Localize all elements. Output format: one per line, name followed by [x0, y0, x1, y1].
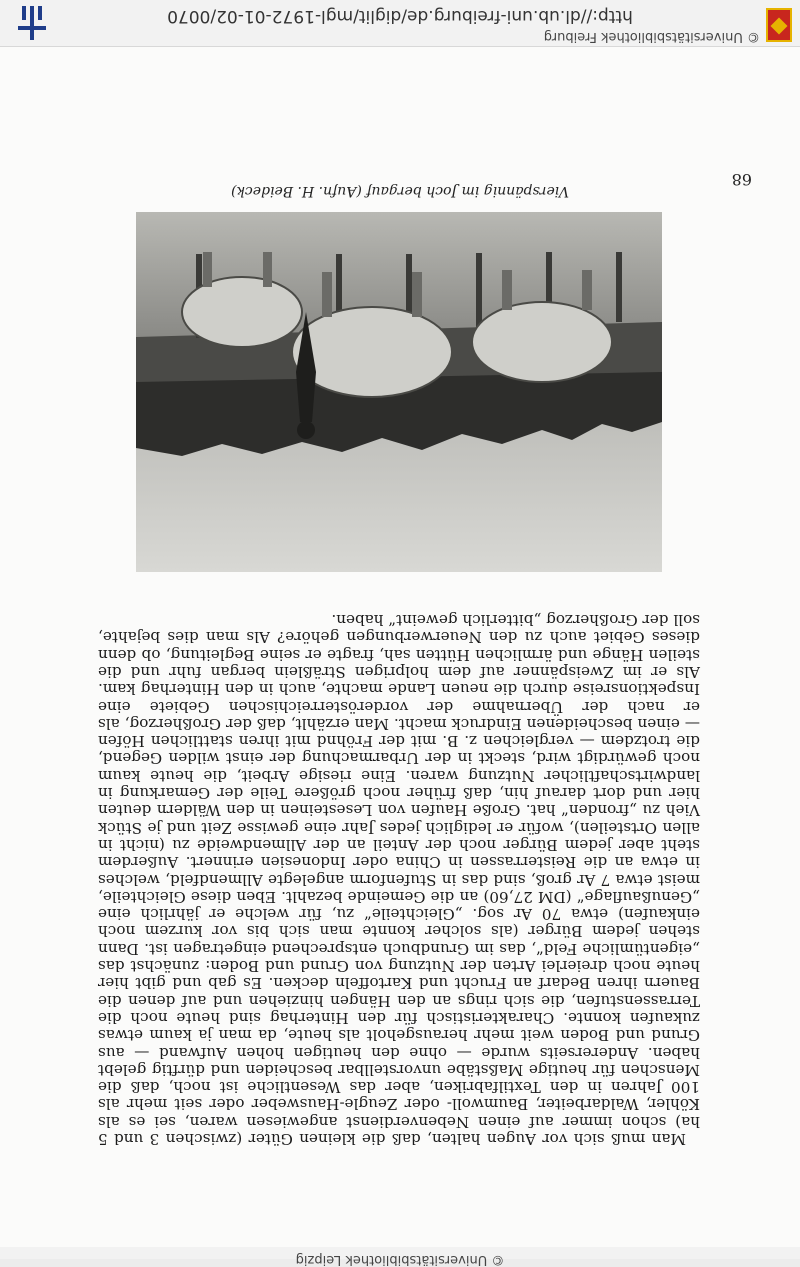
- document-page: [0, 47, 800, 1247]
- paragraph: Man muß sich vor Augen halten, daß die kleinen Güter (zwischen 3 und 5 ha) schon immer auf einen Nebenverdienst angewiesen waren, sei es als Köhler, Waldarbeiter, Baumwoll- oder Zeugle-Hausweber oder seit mehr als 100 Jahren in den Textilfabriken, aber das Wesentliche ist noch, daß die Menschen für heutige Maßstäbe unvorstellbar bescheiden und dürftig gelebt haben. Andererseits wurde — ohne den heutigen hohen Aufwand — aus Grund und Boden weit mehr herausgeholt als heute, da man ja kaum etwas zukaufen konnte. Charakteristisch für den Hinterhag sind heute noch die Terrassenstufen, die sich rings an den Hängen hinziehen und auf denen die Bauern ihren Bedarf an Frucht und Kartoffeln decken. Es gab und gibt hier heute noch dreierlei Arten der Nutzung von Grund und Boden: zunächst das „eigentümliche Feld“, das im Grundbuch entsprechend eingetragen ist. Dann stehen jedem Bürger (als solcher konnte man sich bis vor kurzem noch einkaufen) etwa 70 Ar sog. „Gleichteile“ zu, für welche er jährlich eine „Genußauflage“ (DM 27,60) an die Gemeinde bezahlt. Eben diese Gleichteile, meist etwa 7 Ar groß, sind das in Stufenform angelegte Allmendfeld, welches in etwa an die Reisterrassen in China oder Indonesien erinnert. Außerdem steht aber jedem Bürger noch der Anteil an der Allmendweide zu (nicht in allen Ortsteilen), wofür er lediglich jedes Jahr eine gewisse Zeit und je Stück Vieh zu „fronden“ hat. Große Haufen von Lesesteinen in den Wäldern deuten hier und dort darauf hin, daß früher noch größere Teile der Gemarkung in landwirtschaftlicher Nutzung waren. Eine riesige Arbeit, die heute kaum noch gewürdigt wird, steckt in der Urbarmachung der einst wilden Gegend, die trotzdem — vergleichen z. B. mit der Fröhnd mit ihren stattlichen Höfen — einen bescheidenen Eindruck macht. Man erzählt, daß der Großherzog, als er nach der Übernahme der vorderösterreichischen Gebiete eine Inspektionsreise durch die neuen Lande machte, auch in den Hinterhag kam. Als er im Zweispänner auf dem holprigen Sträßlein bergan fuhr und die steilen Hänge und ärmlichen Hütten sah, fragte er seine Begleitung, ob denn dieses Gebiet auch zu den Neuerwerbungen gehöre? Als man dies bejahte, soll der Großherzog „bitterlich geweint“ haben.: [98, 611, 700, 1148]
- body-text: [98, 611, 700, 1147]
- footer-bar: [0, 1246, 800, 1267]
- page-number: 68: [731, 170, 752, 189]
- photo-image: [136, 212, 662, 572]
- ub-logo-icon: [18, 6, 46, 40]
- footer-copyright: © Universitätsbibliothek Leipzig: [295, 1252, 505, 1267]
- photo-oxen-team: [136, 212, 662, 572]
- header-bar: [0, 0, 800, 47]
- document-url[interactable]: http://dl.ub.uni-freiburg.de/diglit/mgl-1972-01-02/0070: [167, 6, 633, 26]
- photo-caption: Vierspännig im Joch bergauf (Aufn. H. Beideck): [230, 183, 570, 199]
- institution-label: © Universitätsbibliothek Freiburg: [543, 29, 760, 44]
